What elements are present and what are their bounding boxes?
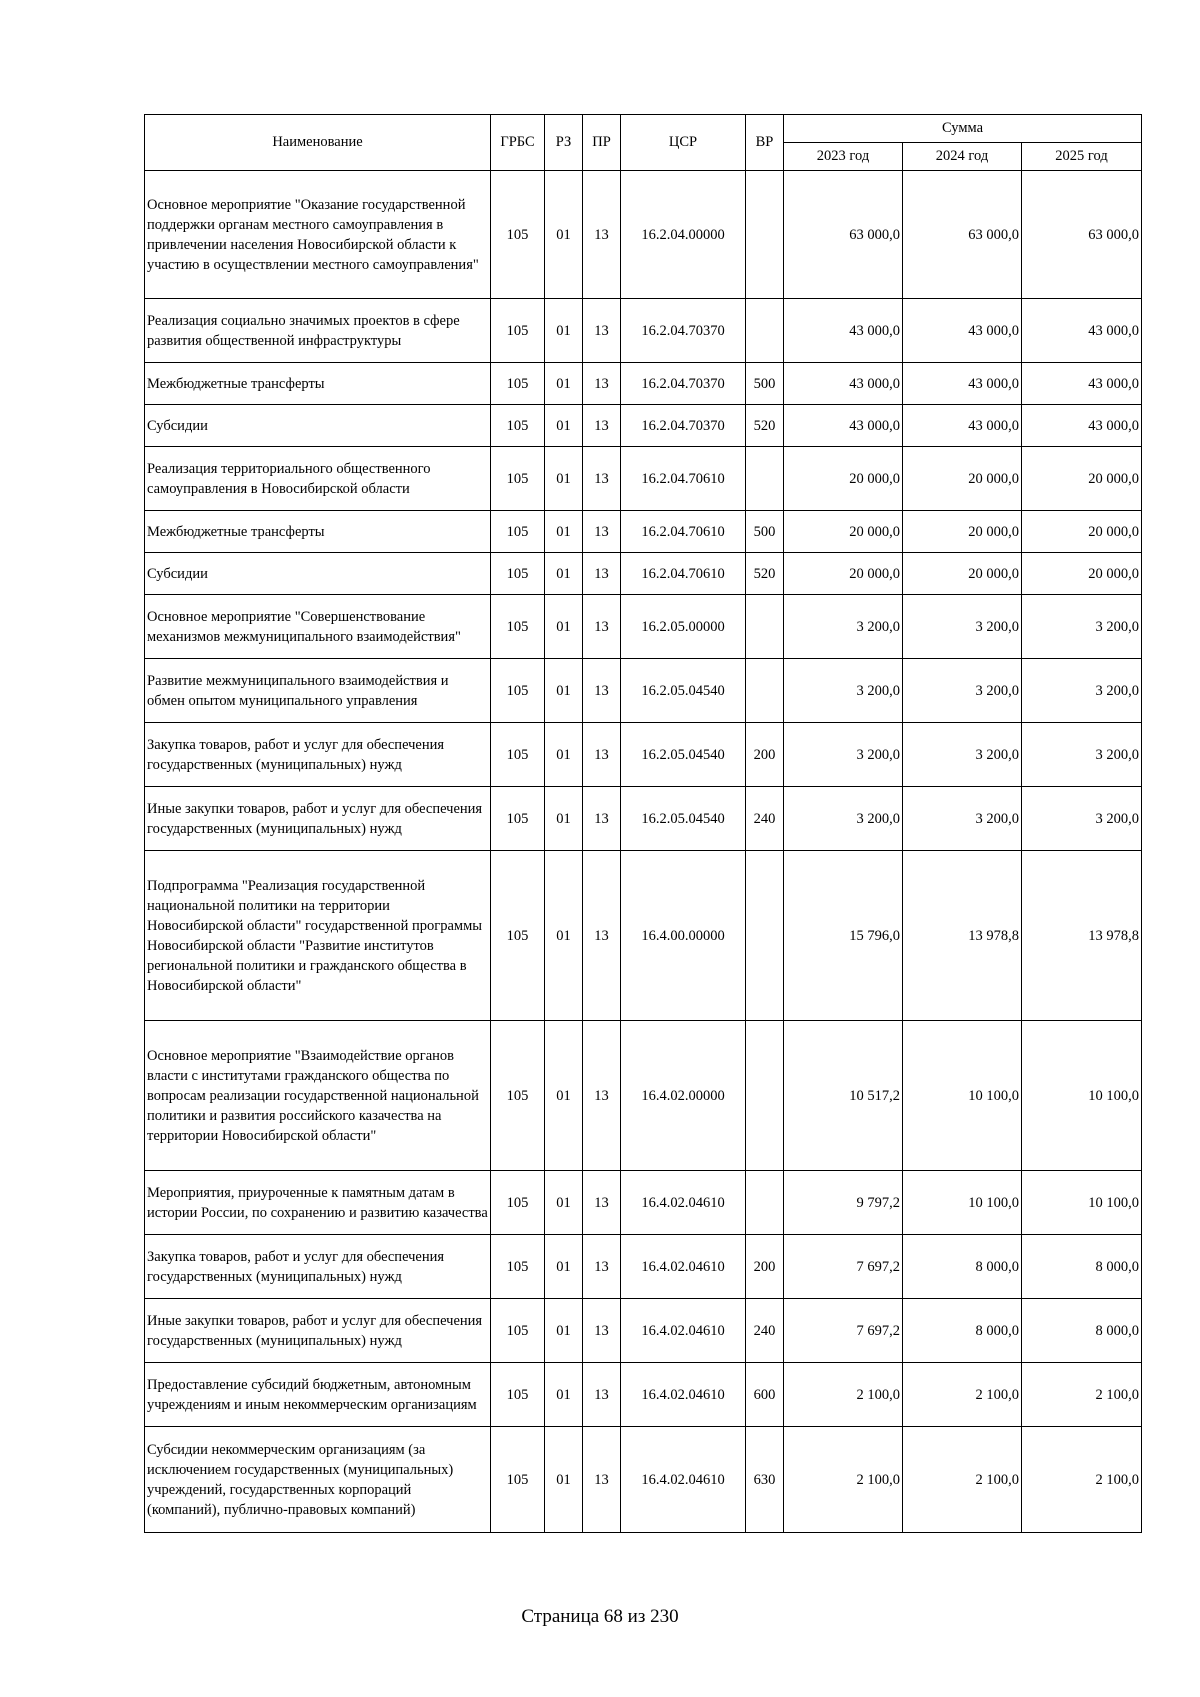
cell-sum-2024: 20 000,0 (903, 511, 1022, 553)
cell-sum-2024: 20 000,0 (903, 447, 1022, 511)
cell-vr: 600 (746, 1363, 784, 1427)
cell-csr: 16.4.02.04610 (621, 1299, 746, 1363)
cell-sum-2024: 10 100,0 (903, 1021, 1022, 1171)
cell-sum-2025: 43 000,0 (1022, 299, 1142, 363)
cell-grbs: 105 (491, 1021, 545, 1171)
cell-name: Основное мероприятие "Оказание государственной поддержки органам местного самоуправления в привлечении населения Новосибирской области к участию в осуществлении местного самоуправления" (145, 171, 491, 299)
cell-sum-2023: 20 000,0 (784, 511, 903, 553)
table-row (145, 595, 1142, 659)
cell-csr: 16.4.02.04610 (621, 1171, 746, 1235)
cell-grbs: 105 (491, 447, 545, 511)
cell-grbs: 105 (491, 553, 545, 595)
cell-sum-2024: 3 200,0 (903, 787, 1022, 851)
header-grbs: ГРБС (491, 115, 545, 171)
cell-csr: 16.4.00.00000 (621, 851, 746, 1021)
cell-rz: 01 (545, 1299, 583, 1363)
cell-name: Развитие межмуниципального взаимодействия и обмен опытом муниципального управления (145, 659, 491, 723)
cell-csr: 16.2.04.70610 (621, 511, 746, 553)
cell-vr (746, 595, 784, 659)
cell-grbs: 105 (491, 1171, 545, 1235)
cell-pr: 13 (583, 511, 621, 553)
cell-rz: 01 (545, 405, 583, 447)
cell-vr (746, 1171, 784, 1235)
cell-grbs: 105 (491, 1363, 545, 1427)
cell-sum-2024: 3 200,0 (903, 595, 1022, 659)
cell-name: Межбюджетные трансферты (145, 363, 491, 405)
cell-csr: 16.2.05.04540 (621, 723, 746, 787)
cell-name: Основное мероприятие "Взаимодействие органов власти с институтами гражданского общества по вопросам реализации государственной национальной политики и развития российского казачества на территории Новосибирской области" (145, 1021, 491, 1171)
budget-table (144, 114, 1142, 1533)
cell-sum-2023: 43 000,0 (784, 299, 903, 363)
table-row (145, 1235, 1142, 1299)
cell-rz: 01 (545, 447, 583, 511)
cell-vr (746, 1021, 784, 1171)
cell-name: Закупка товаров, работ и услуг для обеспечения государственных (муниципальных) нужд (145, 723, 491, 787)
header-row (145, 115, 1142, 143)
header-name: Наименование (145, 115, 491, 171)
cell-rz: 01 (545, 659, 583, 723)
table-row (145, 363, 1142, 405)
cell-sum-2025: 20 000,0 (1022, 447, 1142, 511)
cell-pr: 13 (583, 363, 621, 405)
cell-sum-2024: 43 000,0 (903, 363, 1022, 405)
cell-vr: 520 (746, 405, 784, 447)
cell-grbs: 105 (491, 659, 545, 723)
cell-vr (746, 659, 784, 723)
cell-pr: 13 (583, 787, 621, 851)
cell-sum-2023: 3 200,0 (784, 723, 903, 787)
cell-csr: 16.4.02.04610 (621, 1235, 746, 1299)
cell-sum-2025: 63 000,0 (1022, 171, 1142, 299)
cell-sum-2025: 3 200,0 (1022, 723, 1142, 787)
cell-grbs: 105 (491, 851, 545, 1021)
cell-pr: 13 (583, 1363, 621, 1427)
cell-rz: 01 (545, 1427, 583, 1533)
cell-vr: 240 (746, 787, 784, 851)
header-year-2025: 2025 год (1022, 143, 1142, 171)
cell-sum-2023: 20 000,0 (784, 553, 903, 595)
cell-name: Реализация территориального общественного самоуправления в Новосибирской области (145, 447, 491, 511)
cell-grbs: 105 (491, 1235, 545, 1299)
cell-csr: 16.2.04.70610 (621, 553, 746, 595)
cell-rz: 01 (545, 1171, 583, 1235)
cell-csr: 16.2.04.70370 (621, 363, 746, 405)
cell-name: Субсидии некоммерческим организациям (за исключением государственных (муниципальных) учреждений, государственных корпораций (компаний), публично-правовых компаний) (145, 1427, 491, 1533)
cell-sum-2023: 43 000,0 (784, 405, 903, 447)
cell-vr (746, 171, 784, 299)
cell-csr: 16.2.04.00000 (621, 171, 746, 299)
cell-grbs: 105 (491, 723, 545, 787)
cell-pr: 13 (583, 851, 621, 1021)
cell-pr: 13 (583, 171, 621, 299)
cell-vr: 200 (746, 1235, 784, 1299)
table-row (145, 1427, 1142, 1533)
table-row (145, 1363, 1142, 1427)
header-csr: ЦСР (621, 115, 746, 171)
cell-csr: 16.2.05.04540 (621, 787, 746, 851)
header-rz: РЗ (545, 115, 583, 171)
cell-sum-2025: 3 200,0 (1022, 659, 1142, 723)
cell-name: Основное мероприятие "Совершенствование механизмов межмуниципального взаимодействия" (145, 595, 491, 659)
cell-sum-2023: 15 796,0 (784, 851, 903, 1021)
cell-sum-2023: 10 517,2 (784, 1021, 903, 1171)
cell-sum-2025: 8 000,0 (1022, 1299, 1142, 1363)
cell-name: Закупка товаров, работ и услуг для обеспечения государственных (муниципальных) нужд (145, 1235, 491, 1299)
cell-sum-2024: 3 200,0 (903, 723, 1022, 787)
cell-sum-2025: 2 100,0 (1022, 1363, 1142, 1427)
cell-name: Межбюджетные трансферты (145, 511, 491, 553)
table-row (145, 1299, 1142, 1363)
cell-pr: 13 (583, 1235, 621, 1299)
cell-sum-2025: 3 200,0 (1022, 787, 1142, 851)
cell-sum-2023: 3 200,0 (784, 659, 903, 723)
table-row (145, 787, 1142, 851)
cell-pr: 13 (583, 1021, 621, 1171)
cell-name: Мероприятия, приуроченные к памятным датам в истории России, по сохранению и развитию казачества (145, 1171, 491, 1235)
cell-sum-2023: 63 000,0 (784, 171, 903, 299)
cell-grbs: 105 (491, 787, 545, 851)
cell-sum-2025: 20 000,0 (1022, 511, 1142, 553)
cell-rz: 01 (545, 299, 583, 363)
cell-sum-2024: 43 000,0 (903, 299, 1022, 363)
cell-vr: 240 (746, 1299, 784, 1363)
cell-vr: 630 (746, 1427, 784, 1533)
cell-sum-2025: 20 000,0 (1022, 553, 1142, 595)
table-row (145, 405, 1142, 447)
cell-csr: 16.2.05.04540 (621, 659, 746, 723)
cell-rz: 01 (545, 553, 583, 595)
cell-sum-2024: 13 978,8 (903, 851, 1022, 1021)
cell-sum-2025: 10 100,0 (1022, 1021, 1142, 1171)
cell-pr: 13 (583, 299, 621, 363)
table-row (145, 1171, 1142, 1235)
cell-vr (746, 299, 784, 363)
table-row (145, 553, 1142, 595)
cell-pr: 13 (583, 405, 621, 447)
cell-pr: 13 (583, 1171, 621, 1235)
cell-sum-2023: 2 100,0 (784, 1363, 903, 1427)
cell-rz: 01 (545, 723, 583, 787)
table-row (145, 447, 1142, 511)
cell-csr: 16.2.04.70370 (621, 405, 746, 447)
cell-csr: 16.4.02.04610 (621, 1427, 746, 1533)
cell-sum-2024: 8 000,0 (903, 1235, 1022, 1299)
cell-sum-2023: 7 697,2 (784, 1235, 903, 1299)
cell-vr: 500 (746, 363, 784, 405)
header-pr: ПР (583, 115, 621, 171)
cell-sum-2024: 2 100,0 (903, 1363, 1022, 1427)
cell-grbs: 105 (491, 405, 545, 447)
cell-vr: 200 (746, 723, 784, 787)
table-row (145, 851, 1142, 1021)
cell-sum-2023: 20 000,0 (784, 447, 903, 511)
cell-sum-2024: 20 000,0 (903, 553, 1022, 595)
header-vr: ВР (746, 115, 784, 171)
cell-csr: 16.4.02.04610 (621, 1363, 746, 1427)
cell-sum-2025: 8 000,0 (1022, 1235, 1142, 1299)
cell-grbs: 105 (491, 595, 545, 659)
cell-name: Предоставление субсидий бюджетным, автономным учреждениям и иным некоммерческим организациям (145, 1363, 491, 1427)
cell-name: Реализация социально значимых проектов в сфере развития общественной инфраструктуры (145, 299, 491, 363)
cell-pr: 13 (583, 659, 621, 723)
cell-rz: 01 (545, 851, 583, 1021)
cell-vr (746, 851, 784, 1021)
table-row (145, 511, 1142, 553)
cell-name: Подпрограмма "Реализация государственной национальной политики на территории Новосибирской области" государственной программы Новосибирской области "Развитие институтов региональной политики и гражданского общества в Новосибирской области" (145, 851, 491, 1021)
cell-rz: 01 (545, 511, 583, 553)
header-year-2024: 2024 год (903, 143, 1022, 171)
cell-vr (746, 447, 784, 511)
table-row (145, 723, 1142, 787)
cell-sum-2024: 43 000,0 (903, 405, 1022, 447)
cell-grbs: 105 (491, 1299, 545, 1363)
cell-pr: 13 (583, 1299, 621, 1363)
cell-sum-2024: 63 000,0 (903, 171, 1022, 299)
table-row (145, 171, 1142, 299)
table-row (145, 659, 1142, 723)
cell-pr: 13 (583, 447, 621, 511)
cell-name: Иные закупки товаров, работ и услуг для обеспечения государственных (муниципальных) нужд (145, 1299, 491, 1363)
cell-csr: 16.4.02.00000 (621, 1021, 746, 1171)
cell-pr: 13 (583, 595, 621, 659)
cell-pr: 13 (583, 723, 621, 787)
cell-rz: 01 (545, 1235, 583, 1299)
cell-sum-2023: 3 200,0 (784, 787, 903, 851)
cell-rz: 01 (545, 1363, 583, 1427)
cell-sum-2024: 10 100,0 (903, 1171, 1022, 1235)
cell-sum-2025: 43 000,0 (1022, 363, 1142, 405)
cell-sum-2023: 2 100,0 (784, 1427, 903, 1533)
cell-sum-2023: 7 697,2 (784, 1299, 903, 1363)
cell-grbs: 105 (491, 511, 545, 553)
cell-grbs: 105 (491, 299, 545, 363)
cell-sum-2025: 13 978,8 (1022, 851, 1142, 1021)
cell-rz: 01 (545, 1021, 583, 1171)
cell-vr: 520 (746, 553, 784, 595)
cell-sum-2025: 2 100,0 (1022, 1427, 1142, 1533)
cell-grbs: 105 (491, 171, 545, 299)
cell-sum-2024: 3 200,0 (903, 659, 1022, 723)
header-year-2023: 2023 год (784, 143, 903, 171)
cell-rz: 01 (545, 787, 583, 851)
cell-sum-2024: 8 000,0 (903, 1299, 1022, 1363)
cell-sum-2023: 3 200,0 (784, 595, 903, 659)
cell-csr: 16.2.04.70610 (621, 447, 746, 511)
table-row (145, 299, 1142, 363)
cell-pr: 13 (583, 553, 621, 595)
cell-name: Иные закупки товаров, работ и услуг для обеспечения государственных (муниципальных) нужд (145, 787, 491, 851)
table-body (145, 171, 1142, 1533)
header-sum: Сумма (784, 115, 1142, 143)
cell-rz: 01 (545, 595, 583, 659)
cell-rz: 01 (545, 363, 583, 405)
table-row (145, 1021, 1142, 1171)
cell-name: Субсидии (145, 553, 491, 595)
cell-sum-2025: 10 100,0 (1022, 1171, 1142, 1235)
cell-sum-2025: 3 200,0 (1022, 595, 1142, 659)
cell-csr: 16.2.04.70370 (621, 299, 746, 363)
cell-rz: 01 (545, 171, 583, 299)
cell-grbs: 105 (491, 1427, 545, 1533)
cell-sum-2023: 43 000,0 (784, 363, 903, 405)
cell-sum-2024: 2 100,0 (903, 1427, 1022, 1533)
cell-sum-2025: 43 000,0 (1022, 405, 1142, 447)
cell-sum-2023: 9 797,2 (784, 1171, 903, 1235)
cell-name: Субсидии (145, 405, 491, 447)
cell-grbs: 105 (491, 363, 545, 405)
cell-csr: 16.2.05.00000 (621, 595, 746, 659)
page-number: Страница 68 из 230 (521, 1606, 679, 1627)
cell-pr: 13 (583, 1427, 621, 1533)
cell-vr: 500 (746, 511, 784, 553)
